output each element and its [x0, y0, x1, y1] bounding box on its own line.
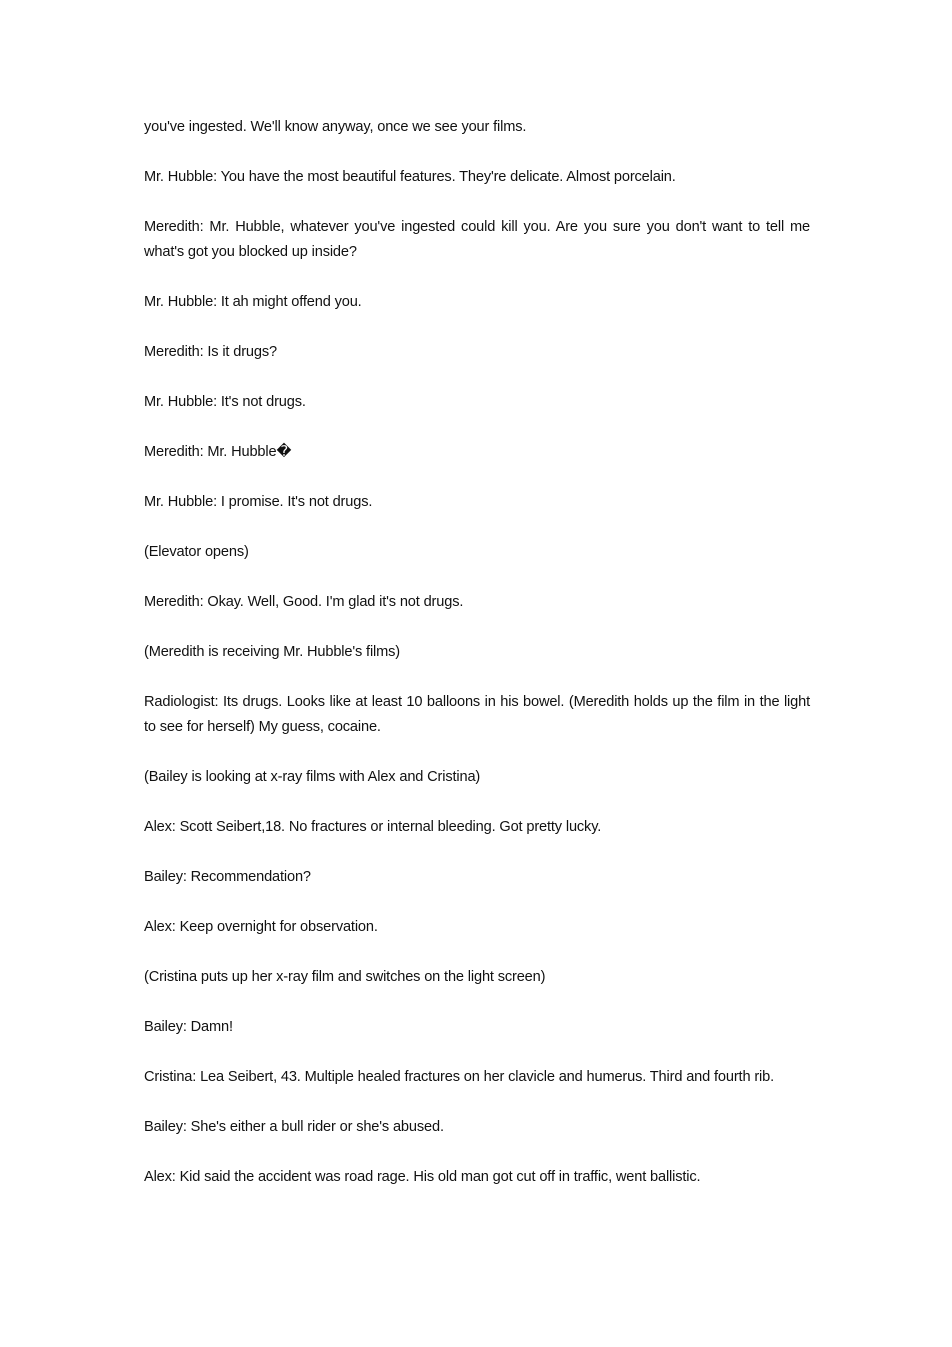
paragraph-8: Mr. Hubble: I promise. It's not drugs. [144, 494, 373, 510]
paragraph-2: Mr. Hubble: You have the most beautiful features. They're delicate. Almost porcelain. [144, 169, 676, 185]
paragraph-6: Mr. Hubble: It's not drugs. [144, 394, 306, 410]
paragraph-3: Meredith: Mr. Hubble, whatever you've ingested could kill you. Are you sure you don't want to tell me what's got you blocked up inside? [144, 219, 810, 260]
paragraph-9: (Elevator opens) [144, 544, 249, 560]
paragraph-4: Mr. Hubble: It ah might offend you. [144, 294, 362, 310]
paragraph-16: Alex: Keep overnight for observation. [144, 919, 378, 935]
paragraph-21: Alex: Kid said the accident was road rage. His old man got cut off in traffic, went ballistic. [144, 1169, 701, 1185]
paragraph-14: Alex: Scott Seibert,18. No fractures or internal bleeding. Got pretty lucky. [144, 819, 602, 835]
paragraph-18: Bailey: Damn! [144, 1019, 233, 1035]
paragraph-5: Meredith: Is it drugs? [144, 344, 277, 360]
paragraph-17: (Cristina puts up her x-ray film and switches on the light screen) [144, 969, 546, 985]
paragraph-12: Radiologist: Its drugs. Looks like at least 10 balloons in his bowel. (Meredith holds up the film in the light to see for herself) My guess, cocaine. [144, 694, 810, 735]
paragraph-13: (Bailey is looking at x-ray films with Alex and Cristina) [144, 769, 481, 785]
paragraph-7: Meredith: Mr. Hubble� [144, 444, 292, 460]
paragraph-15: Bailey: Recommendation? [144, 869, 311, 885]
paragraph-20: Bailey: She's either a bull rider or she's abused. [144, 1119, 444, 1135]
paragraph-19: Cristina: Lea Seibert, 43. Multiple healed fractures on her clavicle and humerus. Third and fourth rib. [144, 1069, 774, 1085]
transcript-body [144, 115, 810, 1215]
paragraph-10: Meredith: Okay. Well, Good. I'm glad it's not drugs. [144, 594, 464, 610]
paragraph-1: you've ingested. We'll know anyway, once we see your films. [144, 119, 527, 135]
paragraph-11: (Meredith is receiving Mr. Hubble's films) [144, 644, 401, 660]
